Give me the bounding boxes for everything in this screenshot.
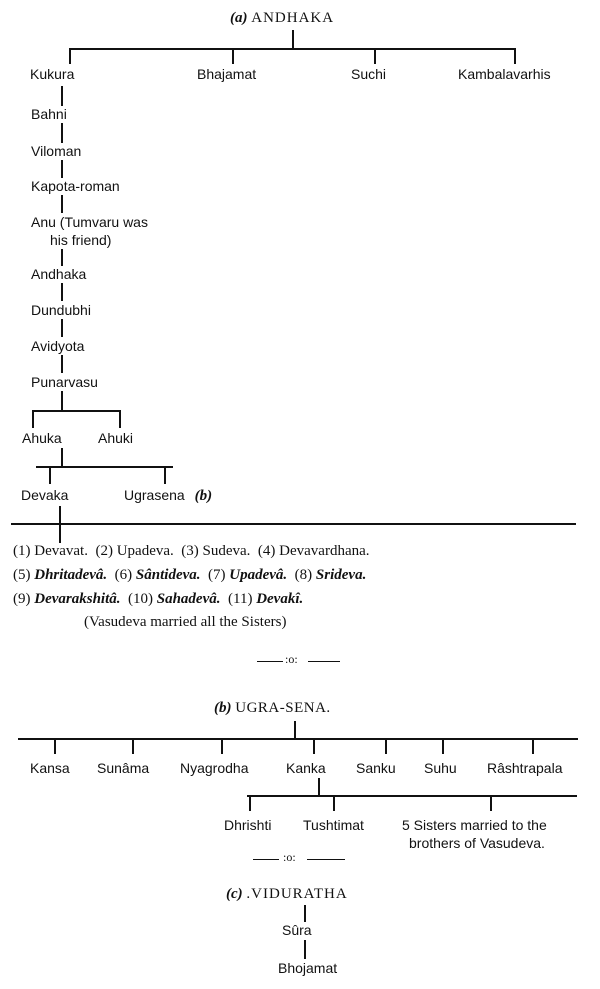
node-anu: Anu (Tumvaru was bbox=[31, 214, 148, 230]
node-ugrasena bbox=[124, 487, 212, 505]
ugrasena-connector bbox=[164, 466, 166, 484]
node-avidyota: Avidyota bbox=[31, 338, 85, 354]
ahuki-connector bbox=[119, 410, 121, 428]
lineage-connector-5 bbox=[61, 249, 63, 266]
lineage-connector-1 bbox=[61, 86, 63, 106]
suchi-connector bbox=[374, 48, 376, 64]
andhaka-heading-title: ANDHAKA bbox=[251, 10, 335, 26]
ugrasena-children-bar bbox=[18, 738, 578, 740]
kanka-connector bbox=[313, 738, 315, 754]
node-kukura: Kukura bbox=[30, 66, 75, 82]
node-bhojamat: Bhojamat bbox=[278, 960, 338, 976]
node-ahuki: Ahuki bbox=[98, 430, 134, 446]
ugrasena-heading bbox=[214, 700, 331, 717]
lineage-connector-2 bbox=[61, 123, 63, 143]
child-devavardhana: (4) Devavardhana. bbox=[257, 543, 370, 559]
kanka-children-bar bbox=[247, 795, 577, 797]
sisters-connector bbox=[490, 795, 492, 811]
node-tushtimat: Tushtimat bbox=[303, 817, 364, 833]
child-srideva: Srideva. bbox=[315, 567, 367, 583]
node-kansa: Kansa bbox=[30, 760, 70, 776]
viduratha-connector-1 bbox=[304, 905, 306, 922]
viduratha-heading-marker: (c) bbox=[226, 886, 243, 902]
ahuka-children-bar bbox=[36, 466, 173, 468]
separator-1-right-rule bbox=[308, 661, 340, 662]
devaka-children-note: (Vasudeva married all the Sisters) bbox=[84, 614, 287, 630]
andhaka-heading-marker: (a) bbox=[230, 10, 248, 26]
devaka-children-row-1 bbox=[13, 543, 370, 560]
lineage-connector-3 bbox=[61, 160, 63, 178]
node-sunama: Sunâma bbox=[97, 760, 150, 776]
child-dhritadeva: Dhritadevâ. bbox=[34, 567, 108, 583]
node-andhaka: Andhaka bbox=[31, 266, 87, 282]
rashtrapala-connector bbox=[532, 738, 534, 754]
node-bahni: Bahni bbox=[31, 106, 67, 122]
separator-2-right-rule bbox=[307, 859, 345, 860]
node-suchi: Suchi bbox=[351, 66, 387, 82]
viduratha-heading-title: .VIDURATHA bbox=[246, 886, 348, 902]
node-anu-note: his friend) bbox=[50, 232, 112, 248]
child-sudeva: (3) Sudeva. bbox=[181, 543, 251, 559]
sanku-connector bbox=[385, 738, 387, 754]
andhaka-root-connector bbox=[292, 30, 294, 49]
bhajamat-connector bbox=[232, 48, 234, 64]
node-ahuka: Ahuka bbox=[22, 430, 62, 446]
child-devavat: (1) Devavat. bbox=[13, 543, 88, 559]
devaka-children-row-3 bbox=[13, 591, 303, 608]
lineage-connector-7 bbox=[61, 319, 63, 337]
node-sura: Sûra bbox=[282, 922, 312, 938]
node-sisters-line-2: brothers of Vasudeva. bbox=[409, 835, 545, 851]
child-num-8: (8) bbox=[294, 567, 313, 583]
separator-2-mark: :o: bbox=[283, 850, 296, 864]
node-sisters-line-1: 5 Sisters married to the bbox=[402, 817, 547, 833]
child-devaki: Devakî. bbox=[256, 591, 304, 607]
kambalavarhis-connector bbox=[514, 48, 516, 64]
node-suhu: Suhu bbox=[424, 760, 457, 776]
tushtimat-connector bbox=[333, 795, 335, 811]
viduratha-connector-2 bbox=[304, 940, 306, 959]
node-dundubhi: Dundubhi bbox=[31, 302, 91, 318]
kanka-children-connector bbox=[318, 778, 320, 796]
child-santideva: Sântideva. bbox=[135, 567, 201, 583]
separator-2-left-rule bbox=[253, 859, 279, 860]
ugrasena-heading-marker: (b) bbox=[214, 700, 232, 716]
lineage-connector-6 bbox=[61, 283, 63, 301]
child-num-7: (7) bbox=[208, 567, 226, 583]
ahuka-connector bbox=[32, 410, 34, 428]
nyagrodha-connector bbox=[221, 738, 223, 754]
lineage-connector-4 bbox=[61, 195, 63, 213]
child-num-11: (11) bbox=[228, 591, 253, 607]
punarvasu-children-bar bbox=[32, 410, 121, 412]
node-viloman: Viloman bbox=[31, 143, 82, 159]
node-dhrishti: Dhrishti bbox=[224, 817, 272, 833]
andhaka-children-bar bbox=[69, 48, 516, 50]
devaka-children-divider bbox=[11, 523, 576, 525]
node-ugrasena-label: Ugrasena bbox=[124, 487, 185, 503]
child-num-9: (9) bbox=[13, 591, 31, 607]
node-rashtrapala: Râshtrapala bbox=[487, 760, 563, 776]
node-kapota-roman: Kapota-roman bbox=[31, 178, 120, 194]
ahuka-children-connector bbox=[61, 448, 63, 467]
node-punarvasu: Punarvasu bbox=[31, 374, 98, 390]
node-nyagrodha: Nyagrodha bbox=[180, 760, 249, 776]
child-devarakshita: Devarakshitâ. bbox=[34, 591, 121, 607]
devaka-connector bbox=[49, 466, 51, 484]
ugrasena-heading-title: UGRA-SENA. bbox=[235, 700, 331, 716]
separator-1-left-rule bbox=[257, 661, 283, 662]
punarvasu-connector bbox=[61, 391, 63, 410]
dhrishti-connector bbox=[249, 795, 251, 811]
sunama-connector bbox=[132, 738, 134, 754]
ugrasena-ref-marker: (b) bbox=[194, 488, 213, 504]
child-num-10: (10) bbox=[128, 591, 153, 607]
viduratha-heading bbox=[226, 886, 348, 903]
node-kanka: Kanka bbox=[286, 760, 326, 776]
child-sahadeva: Sahadevâ. bbox=[156, 591, 221, 607]
kukura-connector bbox=[69, 48, 71, 64]
andhaka-heading bbox=[230, 10, 334, 27]
kansa-connector bbox=[54, 738, 56, 754]
ugrasena-root-connector bbox=[294, 721, 296, 739]
child-upadeva-son: (2) Upadeva. bbox=[95, 543, 174, 559]
lineage-connector-8 bbox=[61, 355, 63, 373]
node-sanku: Sanku bbox=[356, 760, 396, 776]
separator-1-mark: :o: bbox=[285, 652, 298, 666]
child-num-6: (6) bbox=[114, 567, 133, 583]
node-bhajamat: Bhajamat bbox=[197, 66, 257, 82]
child-num-5: (5) bbox=[13, 567, 31, 583]
node-devaka: Devaka bbox=[21, 487, 69, 503]
devaka-children-row-2 bbox=[13, 567, 366, 584]
node-kambalavarhis: Kambalavarhis bbox=[458, 66, 551, 82]
suhu-connector bbox=[442, 738, 444, 754]
child-upadeva-daughter: Upadevâ. bbox=[229, 567, 288, 583]
